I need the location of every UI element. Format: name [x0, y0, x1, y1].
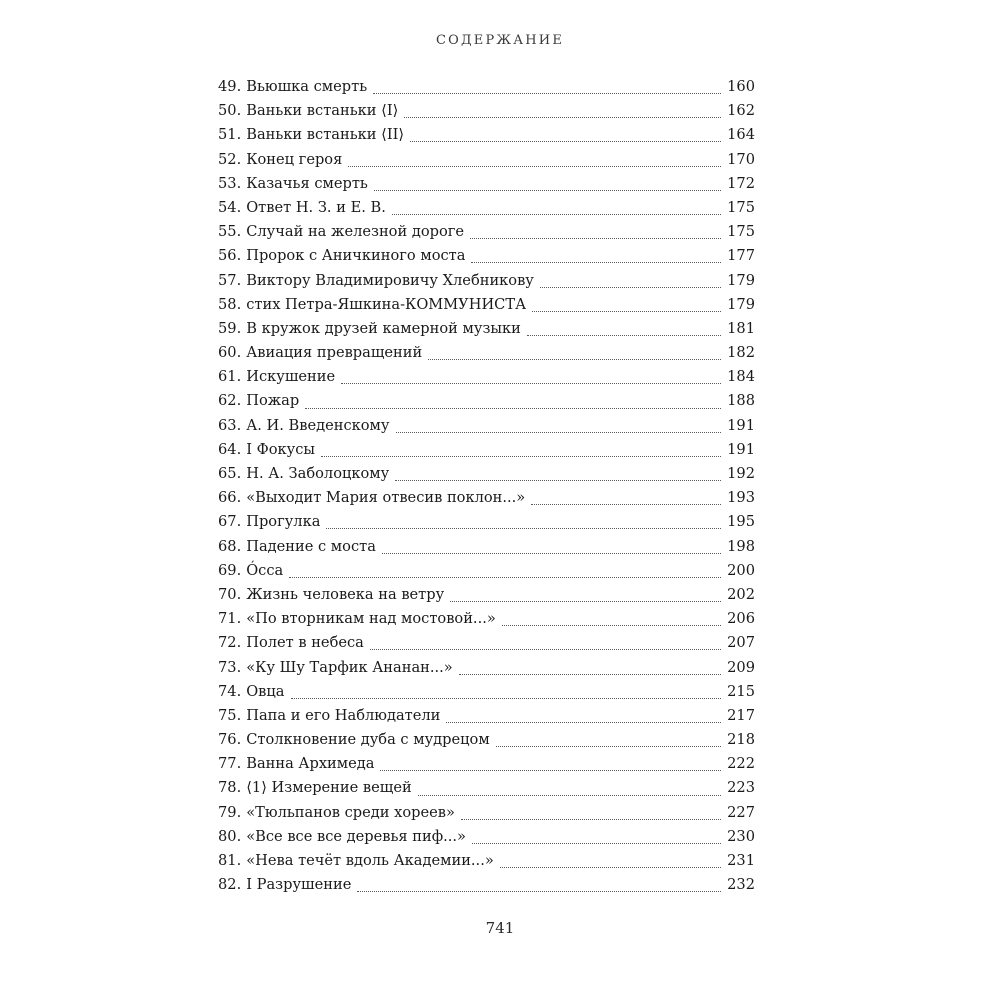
entry-number: 60. [218, 344, 242, 362]
toc-entry [218, 776, 755, 800]
toc-entry [218, 462, 755, 486]
toc-entry [218, 752, 755, 776]
toc-entry [218, 849, 755, 873]
toc-entry [218, 244, 755, 268]
entry-title: «Ку Шу Тарфик Ананан...» [246, 658, 453, 676]
entry-number: 62. [218, 392, 242, 410]
entry-number: 77. [218, 755, 242, 773]
page-number: 741 [485, 919, 515, 937]
entry-page-number: 179 [727, 271, 755, 289]
toc-entry [218, 148, 755, 172]
dot-leader [540, 286, 721, 288]
entry-page-number: 164 [727, 126, 755, 144]
entry-title: Полет в небеса [246, 634, 364, 652]
dot-leader [418, 794, 721, 796]
entry-title: Óсса [246, 561, 284, 579]
entry-title: «Тюльпанов среди хореев» [246, 803, 455, 821]
dot-leader [326, 527, 721, 529]
entry-number: 64. [218, 440, 242, 458]
toc-entry [218, 220, 755, 244]
entry-page-number: 232 [727, 876, 755, 894]
toc-entry [218, 801, 755, 825]
toc-entry [218, 341, 755, 365]
dot-leader [357, 890, 721, 892]
entry-title: Ваньки встаньки ⟨I⟩ [246, 102, 399, 120]
entry-page-number: 182 [727, 344, 755, 362]
entry-number: 52. [218, 150, 242, 168]
running-head: СОДЕРЖАНИЕ [435, 33, 565, 48]
dot-leader [472, 842, 721, 844]
entry-title: Пророк с Аничкиного моста [246, 247, 466, 265]
dot-leader [502, 624, 721, 626]
toc-entry [218, 583, 755, 607]
entry-title: Н. А. Заболоцкому [246, 465, 390, 482]
entry-number: 49. [218, 78, 242, 95]
entry-page-number: 188 [727, 392, 755, 410]
entry-number: 67. [218, 513, 242, 531]
toc-entry [218, 75, 755, 99]
entry-number: 74. [218, 682, 242, 700]
entry-page-number: 231 [727, 852, 755, 869]
entry-title: «По вторникам над мостовой...» [246, 610, 496, 628]
entry-number: 72. [218, 634, 242, 652]
entry-page-number: 172 [727, 174, 755, 192]
dot-leader [341, 382, 721, 384]
dot-leader [321, 455, 721, 457]
entry-number: 51. [218, 126, 242, 144]
entry-title: Пожар [246, 392, 300, 410]
entry-number: 71. [218, 610, 242, 628]
dot-leader [291, 697, 722, 699]
entry-page-number: 222 [727, 755, 755, 773]
entry-title: Столкновение дуба с мудрецом [246, 731, 490, 749]
entry-number: 53. [218, 174, 242, 192]
dot-leader [527, 334, 721, 336]
dot-leader [470, 237, 721, 239]
entry-page-number: 162 [727, 102, 755, 120]
toc-entry [218, 269, 755, 293]
dot-leader [395, 479, 721, 481]
entry-title: «Выходит Мария отвесив поклон...» [246, 489, 526, 507]
dot-leader [428, 358, 721, 360]
entry-page-number: 202 [727, 585, 755, 603]
entry-number: 55. [218, 223, 242, 241]
dot-leader [459, 673, 721, 675]
entry-title: Случай на железной дороге [246, 223, 465, 241]
dot-leader [496, 745, 721, 747]
toc-entry [218, 486, 755, 510]
entry-page-number: 227 [727, 803, 755, 821]
entry-title: Папа и его Наблюдатели [246, 706, 441, 724]
entry-page-number: 184 [727, 368, 755, 386]
dot-leader [532, 310, 721, 312]
entry-title: Искушение [246, 368, 336, 386]
entry-title: В кружок друзей камерной музыки [246, 319, 521, 337]
entry-number: 79. [218, 803, 242, 821]
entry-page-number: 195 [727, 513, 755, 531]
dot-leader [500, 866, 721, 868]
entry-page-number: 215 [727, 682, 755, 700]
toc-entry [218, 99, 755, 123]
entry-page-number: 200 [727, 561, 755, 579]
dot-leader [374, 189, 721, 191]
toc-entry [218, 365, 755, 389]
entry-title: «Нева течёт вдоль Академии...» [246, 852, 494, 869]
dot-leader [382, 552, 721, 554]
entry-title: Казачья смерть [246, 174, 368, 192]
dot-leader [471, 261, 721, 263]
entry-number: 57. [218, 271, 242, 289]
entry-number: 69. [218, 561, 242, 579]
entry-number: 50. [218, 102, 242, 120]
entry-number: 59. [218, 319, 242, 337]
entry-title: I Разрушение [246, 876, 352, 894]
toc-entry [218, 414, 755, 438]
entry-title: Прогулка [246, 513, 321, 531]
dot-leader [531, 503, 721, 505]
entry-number: 66. [218, 489, 242, 507]
dot-leader [461, 818, 721, 820]
dot-leader [404, 116, 721, 118]
entry-page-number: 223 [727, 779, 755, 797]
dot-leader [305, 407, 721, 409]
dot-leader [348, 165, 721, 167]
toc-entry [218, 438, 755, 462]
entry-title: Падение с моста [246, 537, 376, 555]
entry-page-number: 198 [727, 537, 755, 555]
toc-entry [218, 389, 755, 413]
toc-entry [218, 607, 755, 631]
entry-title: А. И. Введенскому [246, 416, 390, 434]
toc-entry [218, 873, 755, 897]
dot-leader [289, 576, 721, 578]
entry-title: I Фокусы [246, 440, 316, 458]
toc-entry [218, 293, 755, 317]
toc-entry [218, 535, 755, 559]
toc-entry [218, 317, 755, 341]
entry-title: Жизнь человека на ветру [246, 585, 445, 603]
entry-number: 73. [218, 658, 242, 676]
entry-page-number: 207 [727, 634, 755, 652]
entry-title: Ваньки встаньки ⟨II⟩ [246, 126, 405, 144]
entry-page-number: 175 [727, 198, 755, 216]
entry-number: 76. [218, 731, 242, 749]
toc-entry [218, 172, 755, 196]
entry-page-number: 193 [727, 489, 755, 507]
toc-entry [218, 680, 755, 704]
entry-title: Авиация превращений [246, 344, 423, 362]
toc-entry [218, 510, 755, 534]
entry-title: Ответ Н. З. и Е. В. [246, 198, 386, 216]
entry-title: ⟨1⟩ Измерение вещей [246, 779, 412, 797]
entry-page-number: 230 [727, 827, 755, 845]
entry-title: стих Петра-Яшкина-КОММУНИСТА [246, 295, 527, 313]
entry-number: 75. [218, 706, 242, 724]
entry-page-number: 175 [727, 223, 755, 241]
entry-page-number: 160 [727, 78, 755, 95]
entry-page-number: 191 [727, 440, 755, 458]
entry-title: Ванна Архимеда [246, 755, 375, 773]
dot-leader [446, 721, 721, 723]
entry-page-number: 177 [727, 247, 755, 265]
dot-leader [380, 769, 721, 771]
toc-entry [218, 704, 755, 728]
entry-number: 54. [218, 198, 242, 216]
entry-page-number: 206 [727, 610, 755, 628]
entry-number: 80. [218, 827, 242, 845]
entry-page-number: 209 [727, 658, 755, 676]
dot-leader [373, 92, 721, 94]
table-of-contents [218, 75, 755, 897]
entry-number: 63. [218, 416, 242, 434]
toc-entry [218, 196, 755, 220]
entry-title: Овца [246, 682, 285, 700]
entry-page-number: 170 [727, 150, 755, 168]
entry-number: 81. [218, 852, 242, 869]
entry-title: Конец героя [246, 150, 343, 168]
toc-entry [218, 631, 755, 655]
entry-page-number: 218 [727, 731, 755, 749]
entry-number: 58. [218, 295, 242, 313]
entry-page-number: 217 [727, 706, 755, 724]
entry-page-number: 191 [727, 416, 755, 434]
dot-leader [392, 213, 721, 215]
entry-number: 70. [218, 585, 242, 603]
entry-number: 61. [218, 368, 242, 386]
dot-leader [370, 648, 721, 650]
dot-leader [410, 140, 721, 142]
dot-leader [396, 431, 722, 433]
toc-entry [218, 123, 755, 147]
toc-entry [218, 728, 755, 752]
toc-entry [218, 656, 755, 680]
entry-number: 68. [218, 537, 242, 555]
entry-title: «Все все все деревья пиф...» [246, 827, 466, 845]
dot-leader [450, 600, 721, 602]
entry-title: Виктору Владимировичу Хлебникову [246, 271, 534, 289]
entry-number: 56. [218, 247, 242, 265]
entry-title: Вьюшка смерть [246, 78, 368, 95]
entry-number: 78. [218, 779, 242, 797]
toc-entry [218, 559, 755, 583]
entry-number: 65. [218, 465, 242, 482]
entry-page-number: 179 [727, 295, 755, 313]
entry-page-number: 181 [727, 319, 755, 337]
entry-page-number: 192 [727, 465, 755, 482]
toc-entry [218, 825, 755, 849]
entry-number: 82. [218, 876, 242, 894]
